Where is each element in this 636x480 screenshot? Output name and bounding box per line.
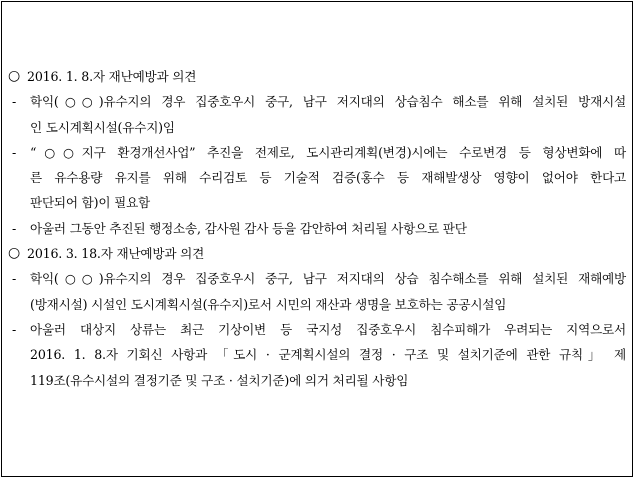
circle-marker: ○: [8, 68, 21, 84]
bullet-text: (방재시설) 시설인 도시계획시설(유수지)로서 시민의 재산과 생명을 보호하는 공공시설임: [30, 296, 507, 312]
bullet-line: [8, 89, 630, 114]
bullet-continuation: [8, 115, 630, 140]
dash-marker: -: [12, 321, 17, 337]
section-heading-text: 2016. 1. 8.자 재난예방과 의견: [27, 69, 197, 84]
bullet-text: “○○지구 환경개선사업” 추진을 전제로, 도시관리계획(변경)시에는 수로변경 등 형상변화에 따: [30, 144, 626, 160]
section-heading-text: 2016. 3. 18.자 재난예방과 의견: [27, 246, 205, 262]
bullet-text: 119조(유수시설의 결정기준 및 구조 · 설치기준)에 의거 처리될 사항임: [30, 372, 409, 388]
section-heading: [8, 241, 630, 266]
dash-marker: -: [12, 271, 17, 287]
bullet-line: [8, 266, 630, 291]
bullet-text: 인 도시계획시설(유수지)임: [30, 119, 175, 135]
bullet-text: 학익(○○)유수지의 경우 집중호우시 중구, 남구 저지대의 상습 침수해소를 위해 설치된 재해예방: [30, 271, 626, 287]
bullet-text: 아울러 그동안 추진된 행정소송, 감사원 감사 등을 감안하여 처리될 사항으로 판단: [30, 220, 467, 236]
bullet-text: 학익(○○)유수지의 경우 집중호우시 중구, 남구 저지대의 상습침수 해소를 위해 설치된 방재시설: [30, 94, 626, 110]
bullet-line: [8, 216, 630, 241]
bullet-continuation: [8, 292, 630, 317]
bullet-continuation: [8, 190, 630, 215]
bullet-continuation: [8, 368, 630, 393]
bullet-continuation: [8, 165, 630, 190]
dash-marker: -: [12, 144, 17, 160]
dash-marker: -: [12, 94, 17, 110]
section-heading: [8, 64, 630, 89]
document-body: [8, 64, 630, 393]
dash-marker: -: [12, 220, 17, 236]
bullet-line: [8, 317, 630, 342]
bullet-text: 2016. 1. 8.자 기회신 사항과 「도시 · 군계획시설의 결정 · 구조 및 설치기준에 관한 규칙」 제: [30, 347, 626, 363]
bullet-line: [8, 140, 630, 165]
bullet-text: 판단되어 함)이 필요함: [30, 195, 151, 211]
circle-marker: ○: [8, 245, 21, 262]
bullet-continuation: [8, 342, 630, 367]
bullet-text: 른 유수용량 유지를 위해 수리검토 등 기술적 검증(홍수 등 재해발생상 영향이 없어야 한다고: [30, 170, 626, 186]
bullet-text: 아울러 대상지 상류는 최근 기상이변 등 국지성 집중호우시 침수피해가 우려되는 지역으로서: [30, 321, 626, 337]
